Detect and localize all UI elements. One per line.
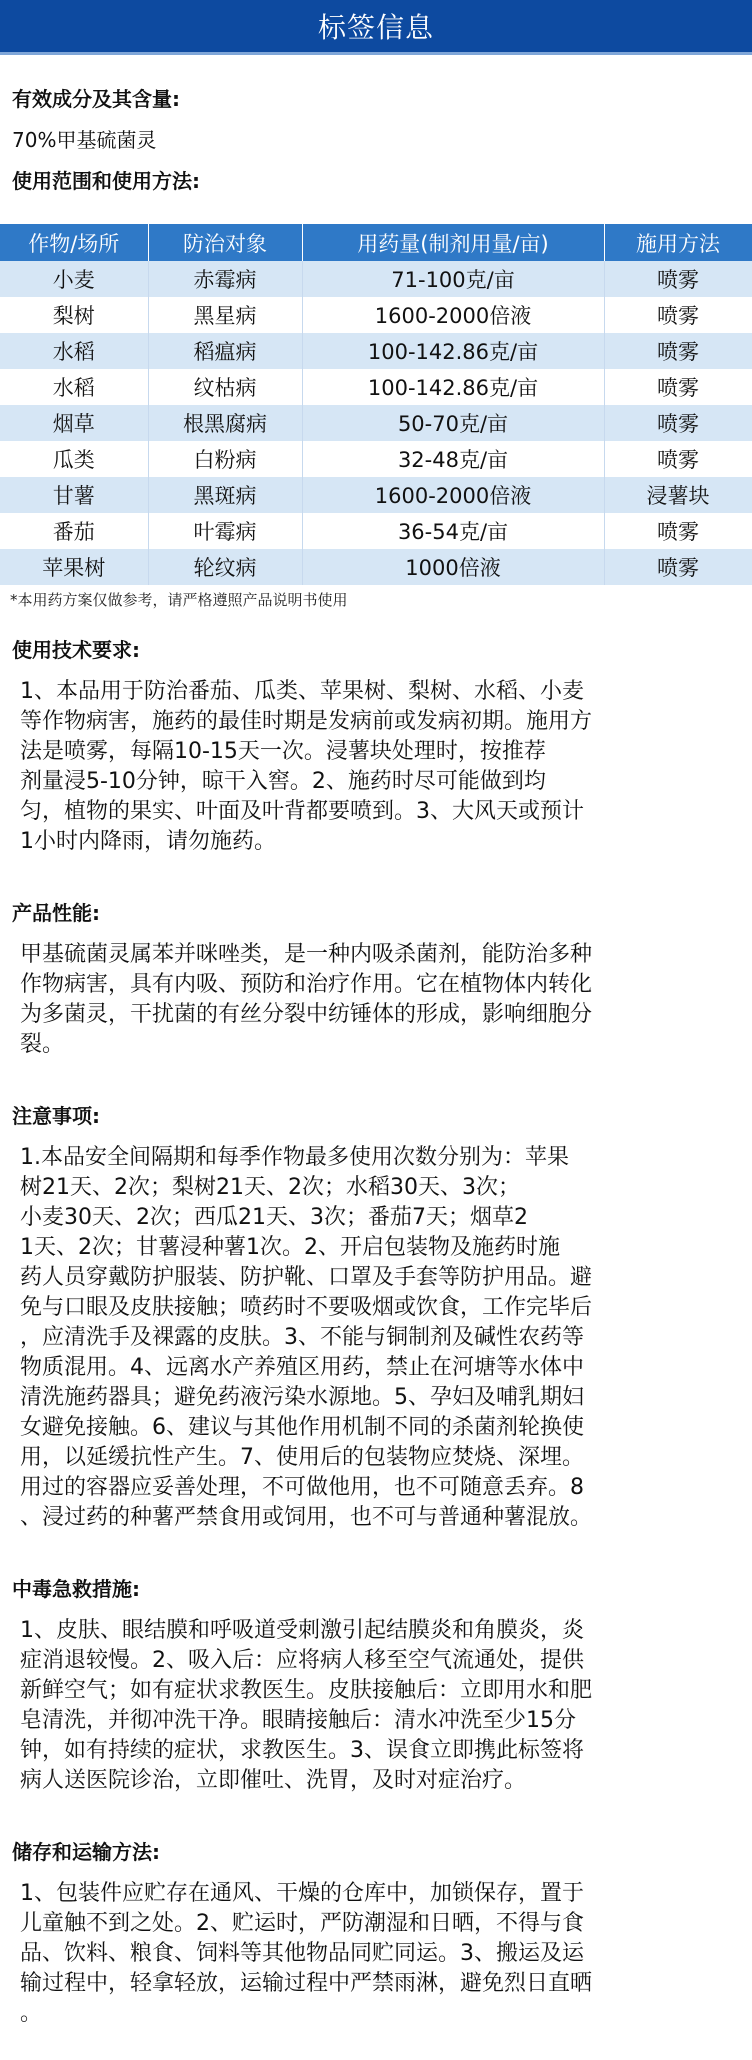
text-line: 1、包装件应贮存在通风、干燥的仓库中，加锁保存，置于 xyxy=(20,1881,584,1906)
table-row xyxy=(0,405,752,441)
text-line: 钟，如有持续的症状，求教医生。3、误食立即携此标签将 xyxy=(20,1738,584,1763)
text-line: 女避免接触。6、建议与其他作用机制不同的杀菌剂轮换使 xyxy=(20,1415,584,1440)
caution-body xyxy=(0,1143,752,1533)
text-line: 。 xyxy=(20,2001,43,2026)
table-cell: 稻瘟病 xyxy=(148,333,302,369)
text-line: 为多菌灵，干扰菌的有丝分裂中纺锤体的形成，影响细胞分 xyxy=(20,1002,593,1027)
table-cell: 喷雾 xyxy=(604,441,752,477)
table-cell: 水稻 xyxy=(0,369,148,405)
table-cell: 烟草 xyxy=(0,405,148,441)
column-header: 施用方法 xyxy=(604,224,752,261)
table-cell: 喷雾 xyxy=(604,405,752,441)
column-header: 用药量(制剂用量/亩) xyxy=(302,224,604,261)
column-header: 作物/场所 xyxy=(0,224,148,261)
text-line: 、浸过药的种薯严禁食用或饲用，也不可与普通种薯混放。 xyxy=(20,1505,593,1530)
text-line: 1、皮肤、眼结膜和呼吸道受刺激引起结膜炎和角膜炎，炎 xyxy=(20,1618,584,1643)
table-cell: 浸薯块 xyxy=(604,477,752,513)
text-line: 物质混用。4、远离水产养殖区用药，禁止在河塘等水体中 xyxy=(20,1355,584,1380)
table-cell: 纹枯病 xyxy=(148,369,302,405)
table-cell: 黑星病 xyxy=(148,297,302,333)
text-line: 症消退较慢。2、吸入后：应将病人移至空气流通处，提供 xyxy=(20,1648,584,1673)
text-line: 甲基硫菌灵属苯并咪唑类，是一种内吸杀菌剂，能防治多种 xyxy=(20,942,593,967)
table-cell: 梨树 xyxy=(0,297,148,333)
table-cell: 番茄 xyxy=(0,513,148,549)
table-row xyxy=(0,549,752,585)
ingredient-heading: 有效成分及其含量: xyxy=(12,87,180,111)
text-line: 匀，植物的果实、叶面及叶背都要喷到。3、大风天或预计 xyxy=(20,799,584,824)
table-cell: 黑斑病 xyxy=(148,477,302,513)
text-line: 儿童触不到之处。2、贮运时，严防潮湿和日晒，不得与食 xyxy=(20,1911,584,1936)
page-title: 标签信息 xyxy=(317,11,434,44)
firstaid-heading: 中毒急救措施: xyxy=(12,1577,140,1601)
text-line: 免与口眼及皮肤接触；喷药时不要吸烟或饮食，工作完毕后 xyxy=(20,1295,593,1320)
text-line: ，应清洗手及裸露的皮肤。3、不能与铜制剂及碱性农药等 xyxy=(20,1325,584,1350)
table-cell: 32-48克/亩 xyxy=(302,441,604,477)
text-line: 清洗施药器具；避免药液污染水源地。5、孕妇及哺乳期妇 xyxy=(20,1385,584,1410)
text-line: 法是喷雾，每隔10-15天一次。浸薯块处理时，按推荐 xyxy=(20,739,546,764)
tech-heading: 使用技术要求: xyxy=(12,638,140,662)
table-cell: 36-54克/亩 xyxy=(302,513,604,549)
table-row xyxy=(0,297,752,333)
text-line: 药人员穿戴防护服装、防护靴、口罩及手套等防护用品。避 xyxy=(20,1265,593,1290)
table-cell: 喷雾 xyxy=(604,369,752,405)
table-cell: 根黑腐病 xyxy=(148,405,302,441)
table-cell: 甘薯 xyxy=(0,477,148,513)
text-line: 皂清洗，并彻冲洗干净。眼睛接触后：清水冲洗至少15分 xyxy=(20,1708,576,1733)
table-cell: 白粉病 xyxy=(148,441,302,477)
table-cell: 1600-2000倍液 xyxy=(302,477,604,513)
table-cell: 小麦 xyxy=(0,261,148,297)
text-line: 1、本品用于防治番茄、瓜类、苹果树、梨树、水稻、小麦 xyxy=(20,679,584,704)
table-row xyxy=(0,513,752,549)
text-line: 等作物病害，施药的最佳时期是发病前或发病初期。施用方 xyxy=(20,709,593,734)
table-cell: 瓜类 xyxy=(0,441,148,477)
ingredient-value: 70%甲基硫菌灵 xyxy=(12,128,157,152)
storage-body xyxy=(0,1879,752,2029)
table-header-row xyxy=(0,224,752,261)
text-line: 剂量浸5-10分钟，晾干入窖。2、施药时尽可能做到均 xyxy=(20,769,546,794)
performance-heading: 产品性能: xyxy=(12,901,100,925)
table-row xyxy=(0,333,752,369)
table-cell: 喷雾 xyxy=(604,261,752,297)
text-line: 用，以延缓抗性产生。7、使用后的包装物应焚烧、深埋。 xyxy=(20,1445,584,1470)
table-cell: 1600-2000倍液 xyxy=(302,297,604,333)
table-cell: 叶霉病 xyxy=(148,513,302,549)
table-row xyxy=(0,261,752,297)
table-row xyxy=(0,369,752,405)
table-cell: 50-70克/亩 xyxy=(302,405,604,441)
text-line: 作物病害，具有内吸、预防和治疗作用。它在植物体内转化 xyxy=(20,972,593,997)
usage-heading: 使用范围和使用方法: xyxy=(12,169,200,193)
firstaid-body xyxy=(0,1616,752,1796)
text-line: 小麦30天、2次；西瓜21天、3次；番茄7天；烟草2 xyxy=(20,1205,528,1230)
page-header xyxy=(0,0,752,55)
text-line: 病人送医院诊治，立即催吐、洗胃，及时对症治疗。 xyxy=(20,1768,527,1793)
text-line: 品、饮料、粮食、饲料等其他物品同贮同运。3、搬运及运 xyxy=(20,1941,584,1966)
table-cell: 100-142.86克/亩 xyxy=(302,369,604,405)
text-line: 裂。 xyxy=(20,1032,65,1057)
tech-body xyxy=(0,677,752,857)
table-note: *本用药方案仅做参考，请严格遵照产品说明书使用 xyxy=(10,591,348,609)
table-cell: 苹果树 xyxy=(0,549,148,585)
text-line: 树21天、2次；梨树21天、2次；水稻30天、3次； xyxy=(20,1175,520,1200)
table-cell: 喷雾 xyxy=(604,297,752,333)
text-line: 1天、2次；甘薯浸种薯1次。2、开启包装物及施药时施 xyxy=(20,1235,560,1260)
table-row xyxy=(0,477,752,513)
text-line: 新鲜空气；如有症状求教医生。皮肤接触后：立即用水和肥 xyxy=(20,1678,593,1703)
table-cell: 1000倍液 xyxy=(302,549,604,585)
table-cell: 赤霉病 xyxy=(148,261,302,297)
text-line: 1小时内降雨，请勿施药。 xyxy=(20,829,276,854)
text-line: 用过的容器应妥善处理，不可做他用，也不可随意丢弃。8 xyxy=(20,1475,584,1500)
text-line: 输过程中，轻拿轻放，运输过程中严禁雨淋，避免烈日直晒 xyxy=(20,1971,593,1996)
column-header: 防治对象 xyxy=(148,224,302,261)
caution-heading: 注意事项: xyxy=(12,1104,100,1128)
table-cell: 水稻 xyxy=(0,333,148,369)
storage-heading: 储存和运输方法: xyxy=(12,1840,160,1864)
table-row xyxy=(0,441,752,477)
table-cell: 轮纹病 xyxy=(148,549,302,585)
table-cell: 喷雾 xyxy=(604,549,752,585)
table-cell: 喷雾 xyxy=(604,513,752,549)
table-cell: 100-142.86克/亩 xyxy=(302,333,604,369)
performance-body xyxy=(0,940,752,1060)
table-cell: 71-100克/亩 xyxy=(302,261,604,297)
table-cell: 喷雾 xyxy=(604,333,752,369)
usage-table xyxy=(0,224,752,585)
text-line: 1.本品安全间隔期和每季作物最多使用次数分别为：苹果 xyxy=(20,1145,569,1170)
